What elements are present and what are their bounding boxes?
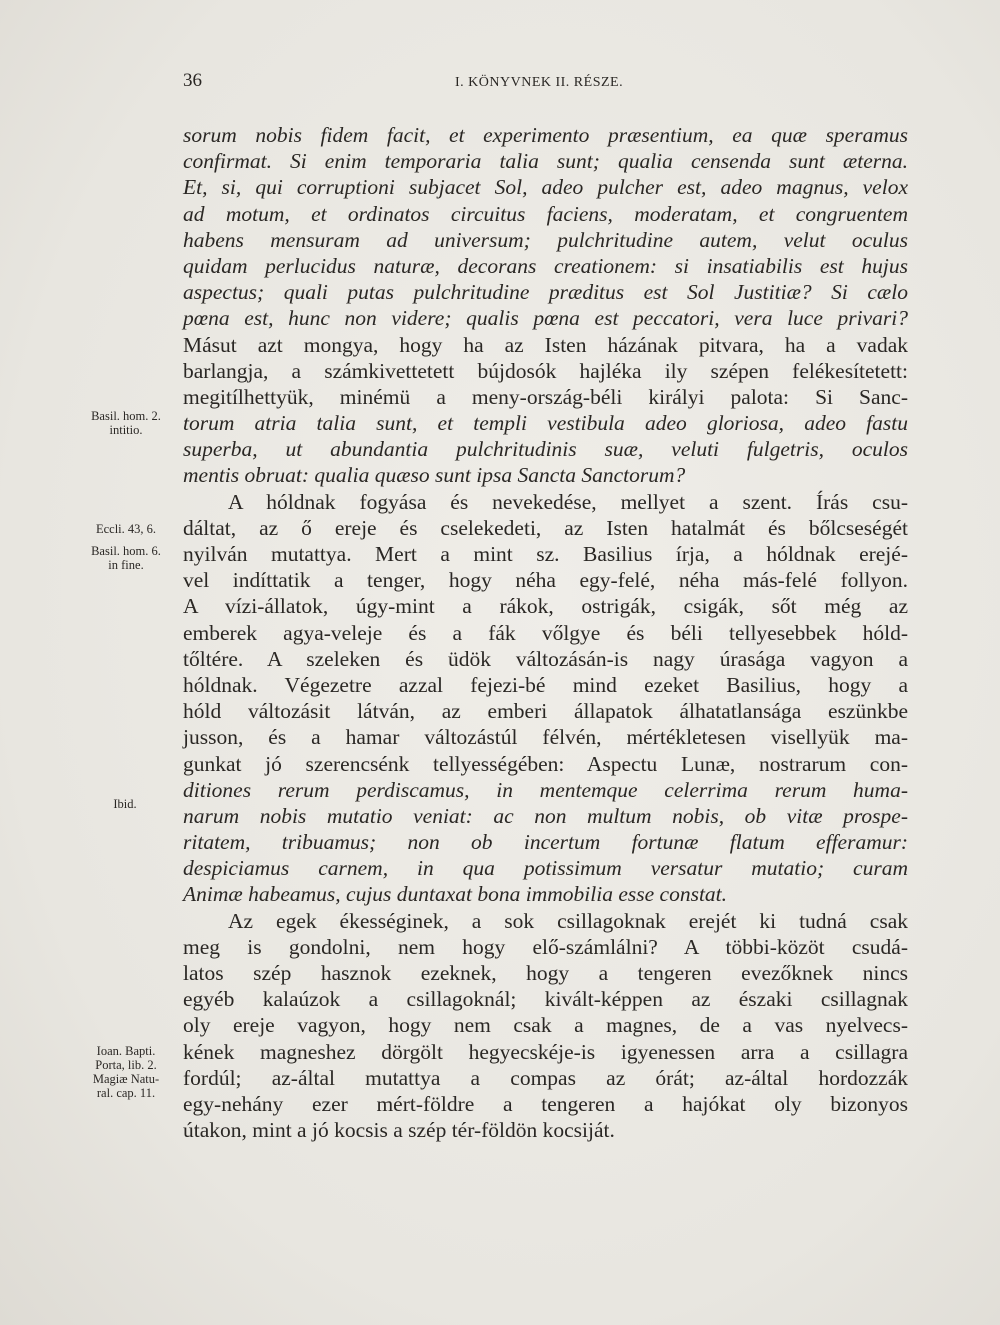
text-line: meg is gondolni, nem hogy elő-számlálni? A többi-közöt csudá- bbox=[183, 934, 908, 959]
text-line: ad motum, et ordinatos circuitus faciens, moderatam, et congruentem bbox=[183, 201, 908, 226]
text-line: útakon, mint a jó kocsis a szép tér-földön kocsiját. bbox=[183, 1118, 615, 1143]
text-line: Animæ habeamus, cujus duntaxat bona immobilia esse constat. bbox=[183, 882, 728, 907]
margin-note-line: intitio. bbox=[109, 423, 143, 437]
text-line: torum atria talia sunt, et templi vestibula adeo gloriosa, adeo fastu bbox=[183, 411, 908, 436]
margin-note-line: Eccli. 43, 6. bbox=[95, 522, 157, 536]
text-line: aspectus; quali putas pulchritudine præditus est Sol Justitiæ? Si cælo bbox=[183, 280, 908, 305]
margin-note bbox=[76, 522, 176, 536]
margin-note-line: Magiæ Natu- bbox=[92, 1072, 160, 1086]
margin-note-line: ral. cap. 11. bbox=[96, 1086, 156, 1100]
text-line: dáltat, az ő ereje és cselekedeti, az Isten hatalmát és bőlcseségét bbox=[183, 515, 908, 540]
margin-note-line: Ibid. bbox=[113, 797, 137, 811]
page-number: 36 bbox=[183, 70, 202, 91]
text-line: emberek agya-veleje és a fák vőlgye és béli tellyesebbek hóld- bbox=[183, 620, 908, 645]
text-line: Az egek ékességinek, a sok csillagoknak erejét ki tudná csak bbox=[228, 908, 908, 933]
margin-note-line: Ioan. Bapti. bbox=[96, 1044, 156, 1058]
text-line: superba, ut abundantia pulchritudinis suæ, veluti fulgetris, oculos bbox=[183, 437, 908, 462]
margin-note bbox=[74, 1044, 178, 1100]
text-line: ritatem, tribuamus; non ob incertum fortunæ flatum efferamur: bbox=[183, 830, 908, 855]
text-line: despiciamus carnem, in qua potissimum versatur mutatio; curam bbox=[183, 856, 908, 881]
text-line: pœna est, hunc non videre; qualis pœna est peccatori, vera luce privari? bbox=[183, 306, 908, 331]
text-line: narum nobis mutatio veniat: ac non multum nobis, ob vitæ prospe- bbox=[183, 803, 908, 828]
text-line: egyéb kalaúzok a csillagoknál; kivált-képpen az északi csillagnak bbox=[183, 987, 908, 1012]
margin-note-line: Porta, lib. 2. bbox=[95, 1058, 157, 1072]
text-line: jusson, és a hamar változástúl félvén, mértékletesen visellyük ma- bbox=[183, 725, 908, 750]
margin-notes bbox=[0, 0, 180, 1325]
text-line: fordúl; az-által mutattya a compas az órát; az-által hordozzák bbox=[183, 1065, 908, 1090]
text-line: hóld változásit látván, az emberi állapatok álhatatlansága eszünkbe bbox=[183, 699, 908, 724]
body-text bbox=[183, 122, 908, 1143]
text-line: vel indíttatik a tenger, hogy néha egy-felé, néha más-felé follyon. bbox=[183, 568, 908, 593]
margin-note bbox=[90, 797, 160, 811]
text-line: gunkat jó szerencsénk tellyességében: Aspectu Lunæ, nostrarum con- bbox=[183, 751, 908, 776]
text-line: confirmat. Si enim temporaria talia sunt; qualia censenda sunt æterna. bbox=[183, 149, 908, 174]
text-line: Másut azt mongya, hogy ha az Isten házának pitvara, ha a vadak bbox=[183, 332, 908, 357]
text-line: A hóldnak fogyása és nevekedése, mellyet a szent. Írás csu- bbox=[228, 489, 908, 514]
text-line: nyilván mutattya. Mert a mint sz. Basilius írja, a hóldnak erejé- bbox=[183, 542, 908, 566]
text-line: barlangja, a számkivettetett bújdosók hajléka ily szépen felékesítetett: bbox=[183, 358, 908, 383]
text-line: egy-nehány ezer mért-földre a tengeren a hajókat oly bizonyos bbox=[183, 1091, 908, 1116]
text-line: mentis obruat: qualia quæso sunt ipsa Sancta Sanctorum? bbox=[183, 463, 686, 488]
text-line: A vízi-állatok, úgy-mint a rákok, ostrigák, csigák, sőt még az bbox=[183, 594, 908, 619]
running-head: I. KÖNYVNEK II. RÉSZE. bbox=[455, 75, 624, 90]
text-line: quidam perlucidus naturæ, decorans creationem: si insatiabilis est hujus bbox=[183, 253, 908, 278]
text-line: oly ereje vagyon, hogy nem csak a magnes, de a vas nyelvecs- bbox=[183, 1013, 908, 1038]
text-line: ditiones rerum perdiscamus, in mentemque celerrima rerum huma- bbox=[183, 777, 908, 802]
text-line: Et, si, qui corruptioni subjacet Sol, adeo pulcher est, adeo magnus, velox bbox=[183, 175, 908, 200]
text-line: habens mensuram ad universum; pulchritudine autem, velut oculus bbox=[183, 227, 908, 252]
text-line: kének magneshez dörgölt hegyecskéje-is igyenessen arra a csillagra bbox=[183, 1039, 908, 1064]
margin-note-line: Basil. hom. 6. bbox=[91, 544, 161, 558]
margin-note bbox=[76, 544, 176, 572]
text-line: tőltére. A szeleken és üdök változásán-is nagy úrasága vagyon a bbox=[183, 646, 908, 671]
text-line: sorum nobis fidem facit, et experimento præsentium, ea quæ speramus bbox=[183, 123, 908, 147]
text-line: megitílhettyük, minémü a meny-ország-béli királyi palota: Si Sanc- bbox=[183, 384, 908, 409]
margin-note-line: Basil. hom. 2. bbox=[91, 409, 161, 423]
margin-note-line: in fine. bbox=[108, 558, 144, 572]
text-line: hóldnak. Végezetre azzal fejezi-bé mind ezeket Basilius, hogy a bbox=[183, 672, 908, 697]
text-line: latos szép hasznok ezeknek, hogy a tengeren evezőknek nincs bbox=[183, 961, 908, 985]
margin-note bbox=[76, 409, 176, 437]
